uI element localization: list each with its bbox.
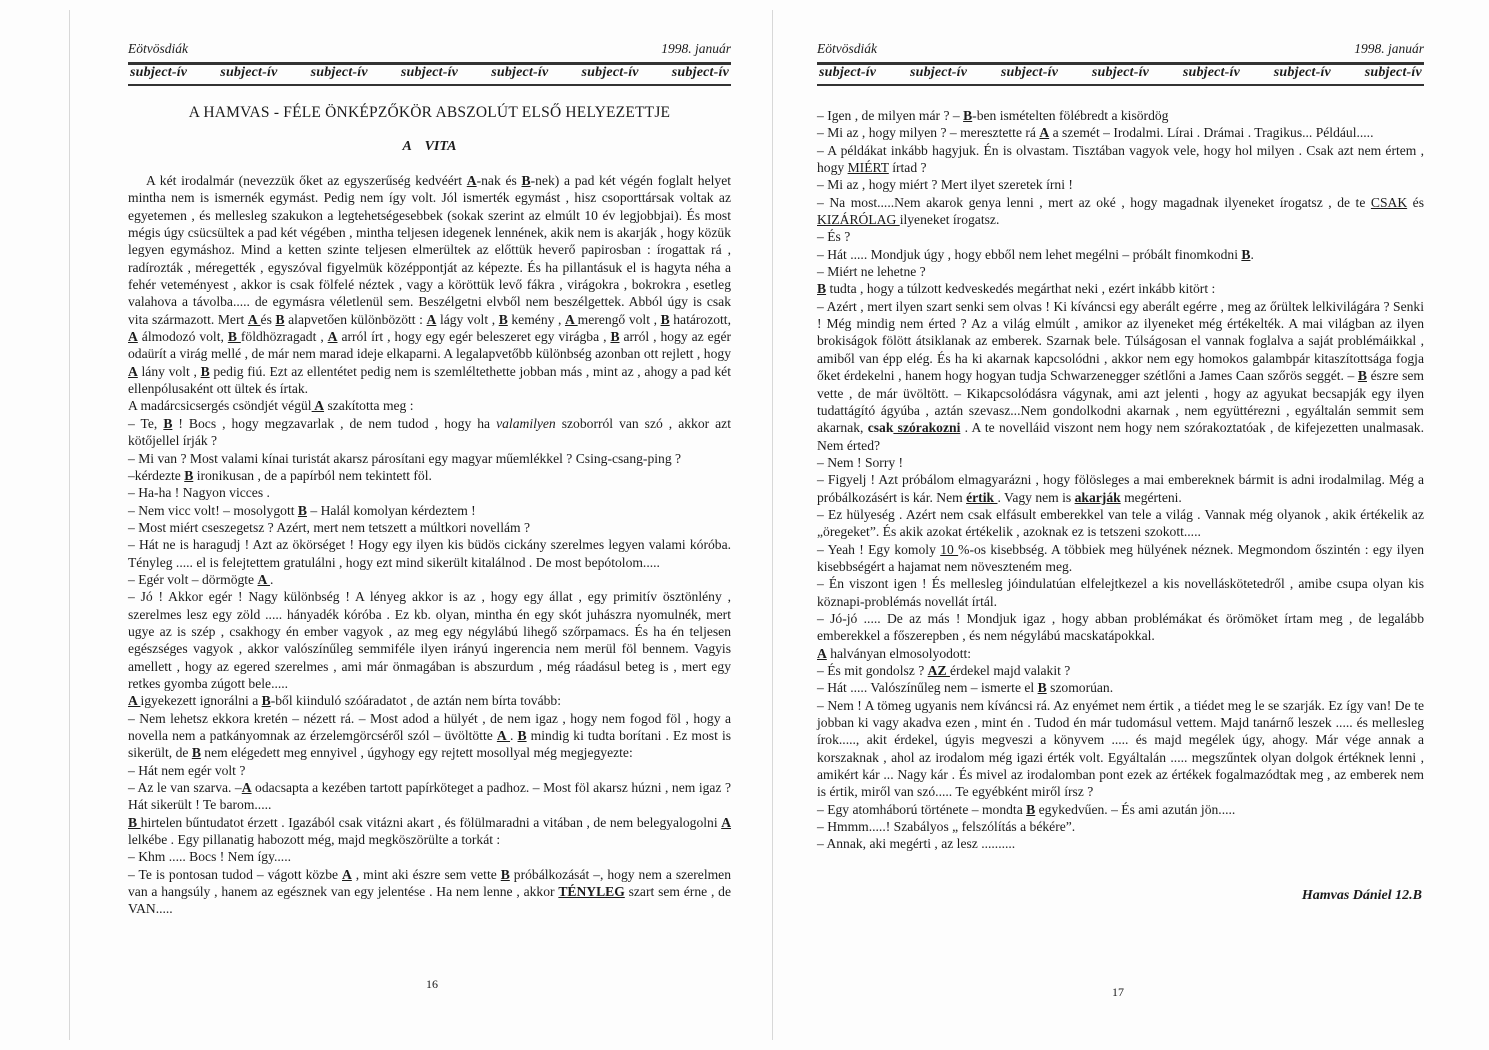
- speaker-marker: B: [227, 329, 241, 345]
- speaker-marker: B: [963, 108, 973, 123]
- article-body: [128, 172, 731, 918]
- section-label: subject-ív: [310, 65, 368, 80]
- speaker-marker: szórakozni: [893, 420, 961, 436]
- paragraph: – Hát nem egér volt ?: [128, 762, 246, 778]
- speaker-marker: A: [342, 866, 352, 882]
- section-label: subject-ív: [581, 65, 639, 80]
- underlined-text: MIÉRT: [847, 160, 889, 176]
- publication-name: Eötvösdiák: [128, 41, 188, 56]
- speaker-marker: A: [426, 311, 437, 327]
- page-edge-left: [69, 10, 70, 1040]
- underlined-text: 10: [940, 541, 959, 557]
- article-subtitle: A VITA: [402, 139, 457, 154]
- paragraph: – Mi az , hogy miért ? Mert ilyet szeretek írni !: [817, 177, 1073, 193]
- paragraph: – Ha-ha ! Nagyon vicces .: [128, 485, 270, 501]
- page-fold: [772, 10, 773, 1040]
- paragraph: A halványan elmosolyodott:: [817, 645, 972, 661]
- underlined-text: KIZÁRÓLAG: [817, 212, 900, 228]
- speaker-marker: A: [241, 780, 252, 796]
- speaker-marker: B: [1037, 680, 1047, 696]
- paragraph: – Te is pontosan tudod – vágott közbe A , mint aki észre sem vette B próbálkozását –, hogy nem a szerelmen van a hangsúly , hanem az egésznek van egy jelentése . Ha nem lenne , akkor TÉNYLEG szart sem érne , de VAN.....: [128, 866, 731, 917]
- paragraph: – Nem ! A tömeg ugyanis nem kíváncsi rá. Az enyémet nem értik , a tiédet meg le se szarják. Ez így van! De te jobban ki vagy akadva ezen , mint én . Tudod én már tudomásul vettem. Majd tanárnő leszek ..... és mellesleg írok....., akit érdekel, úgyis megveszi a könyvem ..... és majd megélek úgy, ahogy. Már vége annak a korszaknak , ahol az irodalom még igazi érték volt. Egyáltalán ..... megszűntek olyan dolgok értéknek lenni , amikért kár ... Nagy kár . És mivel az irodalomban pont ezek az értékek fogalmazódtak meg , az emberek nem is értik, miről van szó..... Te egyébként miről írsz ?: [817, 697, 1424, 800]
- paragraph: – Nem vicc volt! – mosolygott B – Halál komolyan kérdeztem !: [128, 502, 476, 518]
- paragraph: – Te, B ! Bocs , hogy megzavarlak , de nem tudod , hogy ha valamilyen szoborról van szó , akkor azt kötőjellel írják ?: [128, 415, 731, 449]
- paragraph: – És mit gondolsz ? AZ érdekel majd valakit ?: [817, 663, 1071, 678]
- speaker-marker: A: [128, 329, 138, 345]
- paragraph: A igyekezett ignorálni a B-ből kiinduló szóáradatot , de aztán nem bírta tovább:: [128, 693, 562, 709]
- header-rule-bottom: [817, 84, 1424, 86]
- page-number: 17: [1112, 985, 1124, 999]
- speaker-marker: B: [817, 281, 827, 297]
- article-body-continued: [817, 107, 1424, 853]
- speaker-marker: B: [184, 467, 194, 483]
- speaker-marker: B: [1026, 801, 1036, 817]
- paragraph: – Azért , mert ilyen szart senki sem olvas ! Ki kíváncsi egy aberált egérre , meg az őrültek lelkivilágára ? Senki ! Még mindig nem érted ? Az a világ elmúlt , amikor az ilyeneket még értékelték. A mai világban az ilyen brokiságok fölött átsiklanak az emberek. Szarnak bele. Túlságosan el vannak foglalva a saját problémáikkal , amiből van épp elég. És ha ki akarnak kapcsolódni , akkor nem egy homokos galambpár kitaszítottsága fogja őket érdekelni , hanem hogy hogyan tudja Schwarzenegger szétlőni a James Caan szőrös seggét. – B észre sem vette , de már üvöltött. – Kikapcsolódásra vágynak, ami azt jelenti , hogy az agyukat becsapják egy ilyen tudattágító ágyúba , aztán szevasz...Nem gondolkodni akarnak , nem együttérezni , egyáltalán semmit sem akarnak, csak szórakozni . A te novelláid viszont nem hogy nem szórakoztatóak , de kifejezetten unalmasak. Nem érted?: [817, 298, 1425, 453]
- speaker-marker: B: [128, 814, 141, 830]
- paragraph: – Mi van ? Most valami kínai turistát akarsz párosítani egy magyar műemlékkel ? Csing-csang-ping ?: [128, 450, 682, 466]
- page-number: 16: [426, 977, 438, 991]
- paragraph: B tudta , hogy a túlzott kedveskedés megárthat neki , ezért inkább kitört :: [817, 281, 1216, 297]
- paragraph: – Egér volt – dörmögte A .: [128, 571, 274, 587]
- speaker-marker: A: [817, 645, 827, 661]
- speaker-marker: B: [500, 866, 510, 882]
- speaker-marker: A: [128, 363, 138, 379]
- section-label: subject-ív: [1091, 65, 1150, 80]
- section-label: subject-ív: [220, 65, 278, 80]
- speaker-marker: B: [517, 728, 527, 743]
- section-label: subject-ív: [671, 65, 729, 80]
- paragraph: – Figyelj ! Azt próbálom elmagyarázni , hogy fölösleges a mai embereknek bármit is adni irodalmilag. Még a próbálkozásért is kár. Nem értik . Vagy nem is akarják megérteni.: [817, 472, 1424, 505]
- speaker-marker: A: [1039, 125, 1050, 141]
- speaker-marker: A: [466, 173, 477, 188]
- paragraph: – Annak, aki megérti , az lesz ..........: [817, 836, 1016, 852]
- paragraph: – Nem lehetsz ekkora kretén – nézett rá. – Most adod a hülyét , de nem igaz , hogy nem fogod föl , hogy a novella nem a patkányomnak az érzelemgörcséről szól – üvöltötte A . B mindig ki tudta borítani . Ez most is sikerült, de B nem elégedett meg ennyivel , úgyhogy egy rejtett mosollyal még megjegyezte:: [128, 710, 732, 761]
- italic-text: valamilyen: [496, 415, 556, 431]
- speaker-marker: B: [498, 311, 508, 327]
- paragraph: – A példákat inkább hagyjuk. Én is olvastam. Tisztában vagyok vele, hogy hol milyen . Csak azt nem értem , hogy MIÉRT írtad ?: [817, 142, 1424, 176]
- speaker-marker: B: [521, 173, 531, 188]
- speaker-marker: A: [128, 693, 141, 709]
- section-band: [819, 65, 1422, 81]
- author-signature: Hamvas Dániel 12.B: [1301, 888, 1422, 903]
- speaker-marker: B: [297, 502, 307, 518]
- issue-date: 1998. január: [661, 41, 731, 56]
- speaker-marker: A: [721, 814, 732, 830]
- speaker-marker: AZ: [927, 663, 950, 678]
- section-label: subject-ív: [909, 65, 968, 80]
- paragraph: B hirtelen bűntudatot érzett . Igazából csak vitázni akart , és fölülmaradni a vitában , de nem belegyalogolni A lelkébe . Egy pillanatig habozott még, majd megköszörülte a torkát :: [128, 814, 732, 848]
- paragraph: – Yeah ! Egy komoly 10 %-os kisebbség. A többiek meg hülyének néznek. Megmondom őszintén : egy ilyen kisebbségért a hajamat nem növeszteném meg.: [817, 541, 1424, 574]
- speaker-marker: B: [660, 311, 670, 327]
- speaker-marker: B: [610, 329, 620, 345]
- running-header: [817, 41, 1424, 57]
- paragraph: – Khm ..... Bocs ! Nem így.....: [128, 849, 291, 865]
- bold-text: csak: [867, 420, 894, 436]
- publication-name: Eötvösdiák: [817, 41, 877, 56]
- paragraph: – Jó-jó ..... De az más ! Mondjuk igaz , hogy abban problémákat és örömöket írtam meg , de legalább emberekkel a főszerepben , és nem négylábú macskatápokkal.: [817, 610, 1424, 644]
- paragraph: – Az le van szarva. –A odacsapta a kezében tartott papírköteget a padhoz. – Most föl akarsz húzni , nem igaz ? Hát sikerült ! Te barom.....: [128, 780, 731, 813]
- speaker-marker: B: [261, 693, 271, 709]
- speaker-marker: B: [1241, 246, 1251, 262]
- paragraph: –kérdezte B ironikusan , de a papírból nem tekintett föl.: [128, 467, 432, 483]
- speaker-marker: értik: [966, 489, 998, 505]
- paragraph: – Igen , de milyen már ? – B-ben ismételten fölébredt a kisördög: [817, 108, 1169, 123]
- paragraph: – Egy atomháború története – mondta B egykedvűen. – És ami azután jön.....: [817, 801, 1236, 817]
- section-label: subject-ív: [130, 65, 188, 80]
- speaker-marker: A: [257, 571, 270, 587]
- paragraph: – Ez hülyeség . Azért nem csak elfásult emberekkel van tele a világ . Vannak még olyanok , akik értékelik az „öregeket”. És akik azokat értékelik , azoknak ez is tetszeni szokott.....: [817, 506, 1424, 540]
- speaker-marker: B: [163, 415, 173, 431]
- speaker-marker: B: [200, 363, 210, 379]
- underlined-text: CSAK: [1370, 194, 1408, 210]
- page-16: [128, 0, 731, 1050]
- section-label: subject-ív: [400, 65, 459, 80]
- paragraph: – Hát ..... Mondjuk úgy , hogy ebből nem lehet megélni – próbált finomkodni B.: [817, 246, 1254, 262]
- paragraph: – Hát ..... Valószínűleg nem – ismerte el B szomorúan.: [817, 680, 1114, 696]
- speaker-marker: A: [311, 398, 325, 414]
- speaker-marker: A: [327, 329, 338, 345]
- paragraph: – Hát ne is haragudj ! Azt az ökörséget ! Hogy egy ilyen kis büdös cickány szerelmes legyen valami kóróba. Tényleg ..... el is felejtettem gratulálni , hogy ezt mind sikerült kitalálnod . De most bepótolom.....: [128, 537, 731, 570]
- page-17: [817, 0, 1424, 1050]
- speaker-marker: B: [275, 311, 285, 327]
- paragraph: A madárcsicsergés csöndjét végül A szakította meg :: [128, 398, 414, 414]
- speaker-marker: TÉNYLEG: [558, 884, 625, 900]
- section-label: subject-ív: [1273, 65, 1331, 80]
- paragraph: – Most miért cseszegetsz ? Azért, mert nem tetszett a múltkori novellám ?: [128, 519, 531, 535]
- paragraph: – Nem ! Sorry !: [817, 454, 904, 470]
- running-header: [128, 41, 731, 57]
- issue-date: 1998. január: [1354, 41, 1424, 56]
- article-title: A HAMVAS - FÉLE ÖNKÉPZŐKÖR ABSZOLÚT ELSŐ HELYEZETTJE: [188, 104, 671, 121]
- speaker-marker: A: [247, 311, 261, 327]
- section-label: subject-ív: [819, 65, 877, 80]
- paragraph: – Miért ne lehetne ?: [817, 264, 926, 280]
- section-label: subject-ív: [1000, 65, 1059, 80]
- paragraph: – És ?: [817, 229, 851, 245]
- section-label: subject-ív: [1182, 65, 1241, 80]
- paragraph: – Én viszont igen ! És mellesleg jóindulatúan elfelejtkezel a kis novelláskötetedről , amibe csupa olyan kis köznapi-problémás novellát írtál.: [817, 576, 1424, 609]
- speaker-marker: B: [1357, 368, 1367, 384]
- header-rule-bottom: [128, 84, 731, 86]
- speaker-marker: A: [496, 728, 511, 743]
- paragraph: A két irodalmár (nevezzük őket az egyszerűség kedvéért A-nak és B-nek) a pad két végén foglalt helyet mintha nem is ismernék egymást. Pedig nem így volt. Jól ismerték egymást , hisz csoporttársak voltak az egyetemen , és mellesleg szakukon a legtehetségesebbek (sokak szerint az elmúlt 10 év legjobbjai). És most mégis úgy csücsültek a pad két végében , mintha teljesen idegenek lennének, akik nem is akarják , hogy közük legyen egymáshoz. Mind a ketten szinte teljesen elmerültek az előttük heverő papirosban : írogattak rá , radírozták , méregették , egyszóval figyelmük középpontját az képezte. És ha pillantásuk el is hagyta néha a fehér veteményest , akkor is csak fölfelé néztek , vagy a köröttük levő fákra , virágokra , bokrokra , esetleg valahova a távolba..... de egymásra véletlenül sem. Beszélgetni elvből nem beszélgettek. Abból úgy is csak vita származott. Mert A és B alapvetően különbözött : A lágy volt , B kemény , A merengő volt , B határozott, A álmodozó volt, B földhözragadt , A arról írt , hogy egy egér beleszeret egy virágba , B arról , hogy az egér odaürít a virág mellé , de már nem marad ideje elkaparni. A legalapvetőbb különbség azonban ott rejlett , hogy A lány volt , B pedig fiú. Ezt az ellentétet pedig nem is szemléltethette jobban más , mint az , ahogy a pad két ellenpólusaként ott ültek és írtak.: [128, 173, 732, 397]
- speaker-marker: B: [191, 745, 201, 761]
- section-label: subject-ív: [491, 65, 549, 80]
- paragraph: – Na most.....Nem akarok genya lenni , mert az oké , hogy magadnak ilyeneket írogatsz , de te CSAK és KIZÁRÓLAG ilyeneket írogatsz.: [817, 194, 1425, 228]
- paragraph: – Jó ! Akkor egér ! Nagy különbség ! A lényeg akkor is az , hogy egy állat , egy primitív ösztönlény , szerelmes lesz egy zöld ..... hányadék kóróba . Ez kb. olyan, mintha én egy skót juhászra nyomulnék, mert ugye az is szép , csakhogy én ember vagyok , az meg egy négylábú lihegő szőrpamacs. És ha én teljesen egészséges vagyok , akkor valószínűleg semmiféle ilyen irányú ingerencia nem merül föl bennem. Vagyis amellett , hogy az egered szerelmes , ami már önmagában is abszurdum , még ráadásul beteg is , mert egy retkes gyomba zúgott bele.....: [128, 589, 731, 691]
- speaker-marker: A: [565, 311, 578, 327]
- speaker-marker: akarják: [1074, 489, 1121, 505]
- section-label: subject-ív: [1364, 65, 1422, 80]
- paragraph: – Mi az , hogy milyen ? – meresztette rá A a szemét – Irodalmi. Lírai . Drámai . Tragikus... Például.....: [817, 125, 1374, 141]
- section-band: [130, 65, 729, 81]
- paragraph: – Hmmm.....! Szabályos „ felszólítás a békére”.: [817, 819, 1076, 835]
